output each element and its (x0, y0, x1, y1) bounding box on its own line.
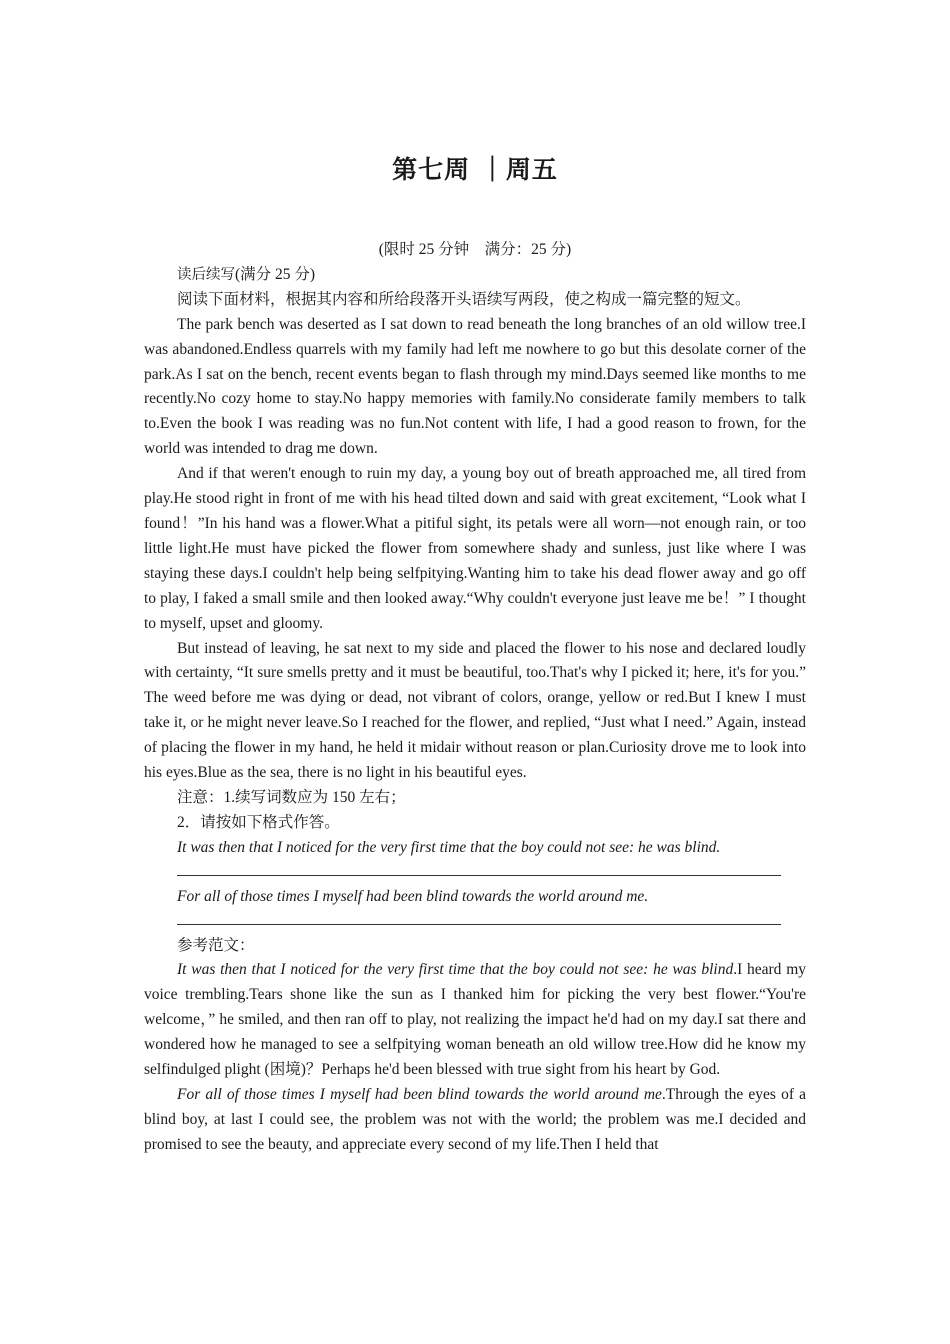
time-limit: (限时 25 分钟 满分：25 分) (378, 241, 572, 258)
sample-paragraph-1 (144, 958, 806, 1083)
passage-paragraph-3: But instead of leaving, he sat next to my side and placed the flower to his nose and declared loudly with certainty, “It sure smells pretty and it must be beautiful, too.That's why I picked it; here, it's for you.” The weed before me was dying or dead, not vibrant of colors, orange, yellow or red.But I knew I must take it, or he might never leave.So I reached for the flower, and replied, “Just what I need.” Again, instead of placing the flower in my hand, he held it midair without reason or plan.Curiosity drove me to look into his eyes.Blue as the sea, there is no light in his beautiful eyes. (144, 639, 806, 782)
passage-paragraph-1: The park bench was deserted as I sat down to read beneath the long branches of an old willow tree.I was abandoned.Endless quarrels with my family had left me nowhere to go but this desolate corner of the park.As I sat on the bench, recent events began to flash through my mind.Days seemed like months to me recently.No cozy home to stay.No happy memories with family.No considerate family members to talk to.Even the book I was reading was no fun.Not content with life, I had a good reason to frown, for the world was intended to drag me down. (144, 315, 806, 458)
prompt-1: It was then that I noticed for the very first time that the boy could not see: he was blind. (177, 838, 721, 856)
note-word-count: 注意：1.续写词数应为 150 左右； (177, 788, 406, 806)
sample-heading: 参考范文： (177, 936, 255, 954)
document-body (144, 238, 806, 1158)
prompt-2: For all of those times I myself had been blind towards the world around me. (177, 887, 649, 905)
sample-2-body: .Through the eyes of a blind boy, at last I could see, the problem was not with the world; the problem was me.I decided and promised to see the beauty, and appreciate every second of my life.Then I held that (144, 1086, 806, 1153)
answer-line-1 (177, 861, 781, 876)
section-heading: 读后续写 (177, 266, 235, 283)
section-score: (满分 25 分) (235, 265, 316, 283)
instruction: 阅读下面材料，根据其内容和所给段落开头语续写两段，使之构成一篇完整的短文。 (177, 290, 751, 308)
sample-2-opening: For all of those times I myself had been blind towards the world around me (177, 1086, 662, 1103)
sample-paragraph-2 (144, 1083, 806, 1158)
sample-1-body: .I heard my voice trembling.Tears shone like the sun as I thanked him for picking the very best flower.“You're welcome，” he smiled, and then ran off to play, not realizing the impact he'd had on my day.I sat there and wondered how he managed to see a selfpitying woman beneath an old willow tree.How did he know my selfindulged plight (困境)？Perhaps he'd been blessed with true sight from his heart by God. (144, 961, 807, 1079)
page-title: 第七周 ｜周五 (392, 155, 558, 184)
note-format: 2．请按如下格式作答。 (177, 813, 340, 831)
sample-1-opening: It was then that I noticed for the very first time that the boy could not see: he was blind (177, 961, 734, 979)
passage-paragraph-2: And if that weren't enough to ruin my day, a young boy out of breath approached me, all tired from play.He stood right in front of me with his head tilted down and said with great excitement, “Look what I found！”In his hand was a flower.What a pitiful sight, its petals were all worn—not enough rain, or too little light.He must have picked the flower from somewhere shady and sunless, just like where I was staying these days.I couldn't help being selfpitying.Wanting him to take his dead flower away and go off to play, I faked a small smile and then looked away.“Why couldn't everyone just leave me be！” I thought to myself, upset and gloomy. (144, 465, 806, 632)
section-heading-line (144, 263, 806, 288)
answer-line-2 (177, 910, 781, 925)
